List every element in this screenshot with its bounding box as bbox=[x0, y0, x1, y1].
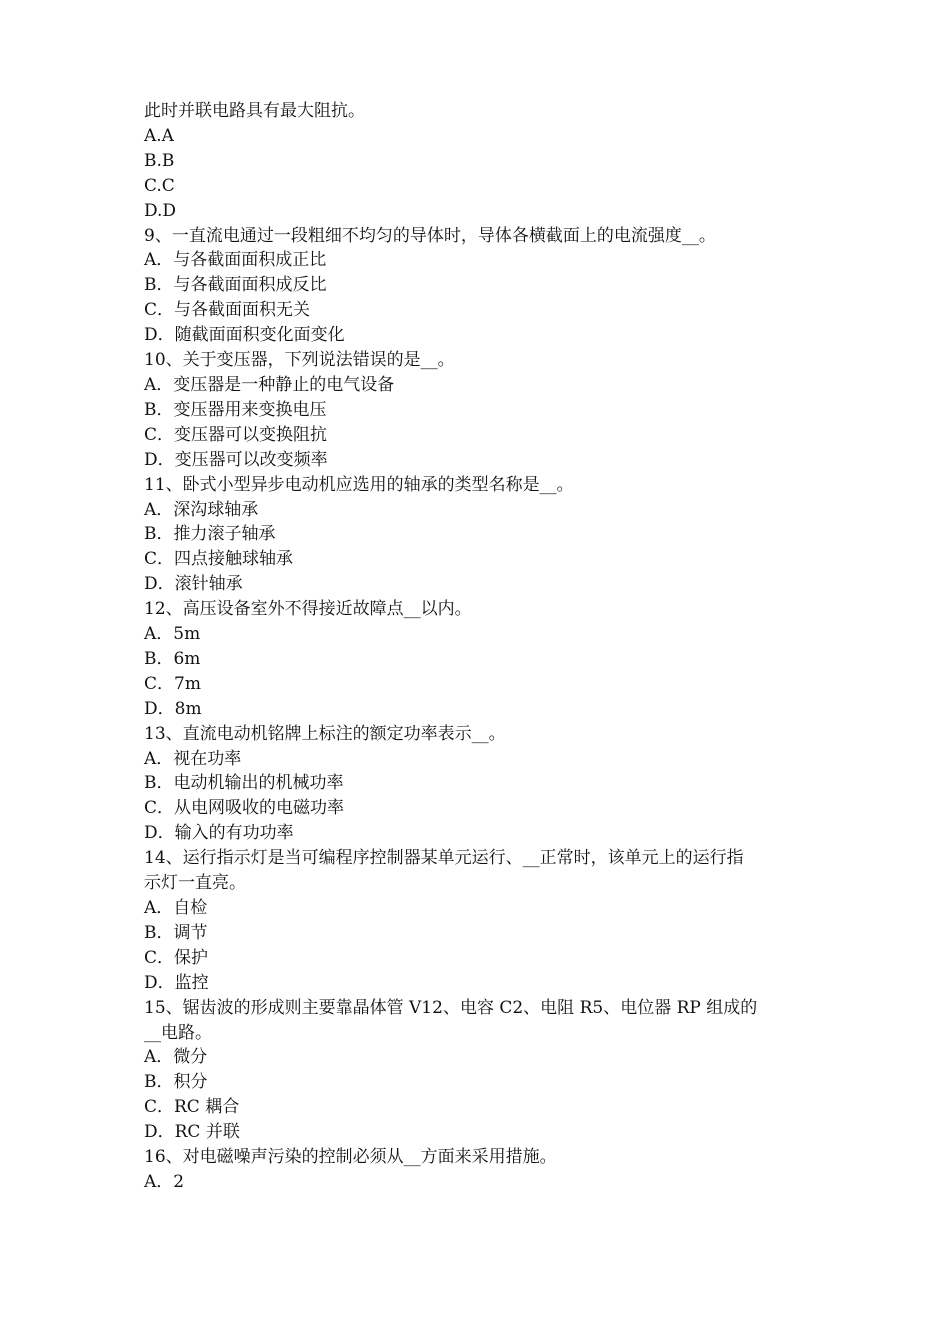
option-line: C．RC 耦合 bbox=[144, 1097, 240, 1118]
option-line: A．自检 bbox=[144, 898, 208, 918]
option-line: A．视在功率 bbox=[144, 748, 242, 769]
option-line: B．电动机输出的机械功率 bbox=[144, 773, 344, 794]
option-line: B.B bbox=[144, 150, 175, 171]
option-line: A．5m bbox=[144, 624, 201, 645]
option-line: D．监控 bbox=[144, 972, 209, 993]
option-line: B．与各截面面积成反比 bbox=[144, 275, 327, 296]
option-line: A．深沟球轴承 bbox=[144, 499, 259, 520]
option-line: D．滚针轴承 bbox=[144, 574, 243, 595]
option-line: B．积分 bbox=[144, 1072, 208, 1093]
option-line: A.A bbox=[144, 125, 174, 146]
option-line: D．变压器可以改变频率 bbox=[144, 449, 328, 470]
option-line: A．变压器是一种静止的电气设备 bbox=[144, 374, 395, 395]
document-body bbox=[144, 99, 812, 1195]
question-12: 12、高压设备室外不得接近故障点__以内。 bbox=[144, 599, 472, 620]
question-14: 14、运行指示灯是当可编程序控制器某单元运行、__正常时，该单元上的运行指 bbox=[144, 848, 744, 869]
option-line: C．保护 bbox=[144, 947, 209, 968]
option-line: B．推力滚子轴承 bbox=[144, 524, 276, 545]
question-16: 16、对电磁噪声污染的控制必须从__方面来采用措施。 bbox=[144, 1147, 557, 1168]
question-9: 9、一直流电通过一段粗细不均匀的导体时，导体各横截面上的电流强度__。 bbox=[144, 225, 716, 246]
option-line: D．随截面面积变化面变化 bbox=[144, 325, 345, 346]
option-line: B．变压器用来变换电压 bbox=[144, 399, 327, 420]
option-line: C．7m bbox=[144, 673, 201, 694]
option-line: C.C bbox=[144, 175, 175, 196]
option-line: A．与各截面面积成正比 bbox=[144, 250, 327, 271]
question-14-continued: 示灯一直亮。 bbox=[144, 873, 246, 894]
option-line: C．从电网吸收的电磁功率 bbox=[144, 798, 345, 819]
text-line: 此时并联电路具有最大阻抗。 bbox=[144, 101, 365, 121]
option-line: C．与各截面面积无关 bbox=[144, 300, 311, 321]
question-15-continued: __电路。 bbox=[144, 1022, 212, 1043]
question-11: 11、卧式小型异步电动机应选用的轴承的类型名称是__。 bbox=[144, 474, 574, 495]
option-line: B．调节 bbox=[144, 922, 208, 943]
option-line: C．变压器可以变换阻抗 bbox=[144, 424, 328, 445]
option-line: A．2 bbox=[144, 1171, 185, 1192]
option-line: D.D bbox=[144, 200, 177, 221]
option-line: B．6m bbox=[144, 648, 201, 669]
question-10: 10、关于变压器，下列说法错误的是__。 bbox=[144, 350, 455, 371]
option-line: D．8m bbox=[144, 698, 202, 719]
option-line: D．RC 并联 bbox=[144, 1122, 240, 1143]
option-line: C．四点接触球轴承 bbox=[144, 549, 294, 570]
option-line: A．微分 bbox=[144, 1047, 208, 1068]
option-line: D．输入的有功功率 bbox=[144, 823, 294, 844]
question-13: 13、直流电动机铭牌上标注的额定功率表示__。 bbox=[144, 723, 506, 744]
question-15: 15、锯齿波的形成则主要靠晶体管 V12、电容 C2、电阻 R5、电位器 RP 组成的 bbox=[144, 997, 758, 1018]
